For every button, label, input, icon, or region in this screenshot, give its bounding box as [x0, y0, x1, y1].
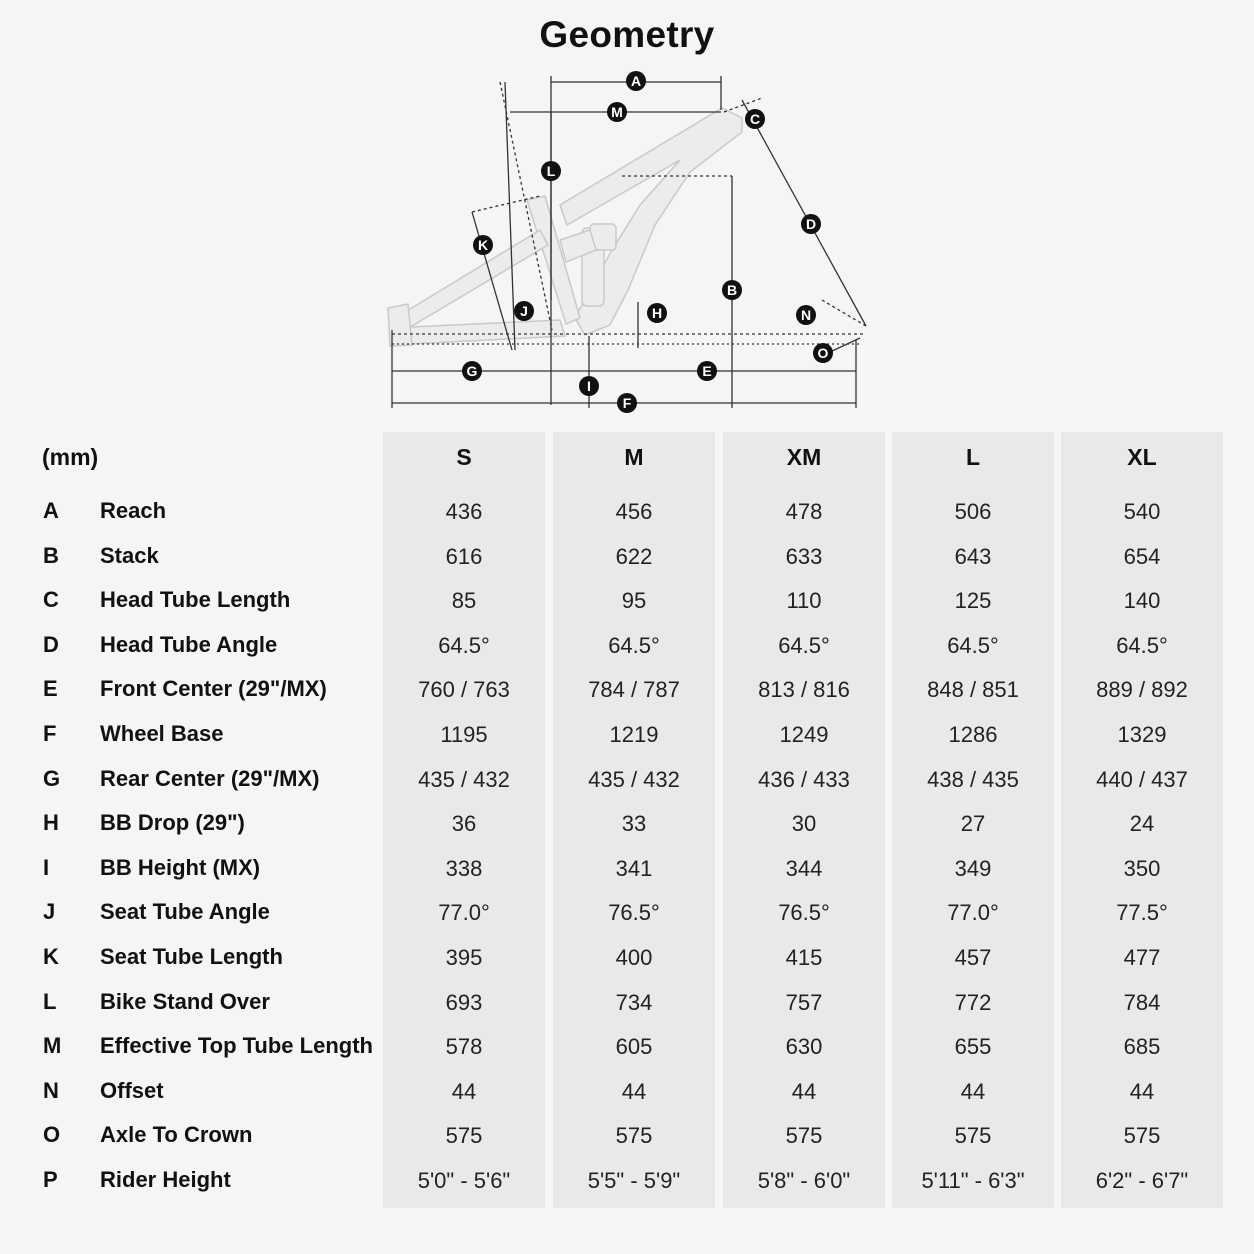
cell-l: 44 [960, 1078, 986, 1104]
row-label: Axle To Crown [100, 1122, 253, 1148]
marker-j-label: J [520, 303, 528, 319]
row-label: BB Height (MX) [100, 854, 261, 880]
cell-m: 456 [615, 499, 653, 524]
cell-xl: 477 [1123, 945, 1161, 970]
marker-l [541, 161, 561, 181]
marker-m [607, 102, 627, 122]
marker-c [745, 109, 765, 129]
cell-m: 435 / 432 [588, 766, 680, 792]
cell-xm: 1249 [779, 722, 829, 747]
cell-s: 435 / 432 [418, 766, 510, 792]
marker-h-label: H [651, 305, 663, 321]
cell-l: 457 [954, 945, 992, 970]
cell-xl: 654 [1123, 543, 1161, 569]
table-row [0, 579, 1254, 619]
cell-s: 64.5° [438, 632, 490, 658]
row-label: Head Tube Angle [100, 631, 278, 657]
cell-xm: 110 [786, 588, 822, 614]
cell-s: 575 [445, 1123, 483, 1149]
cell-xl: 24 [1129, 811, 1155, 837]
row-label: Front Center (29"/MX) [100, 676, 327, 702]
unit-label: (mm) [42, 444, 99, 470]
row-label: Offset [100, 1077, 164, 1103]
cell-xm: 44 [791, 1078, 817, 1104]
table-row [0, 668, 1254, 708]
table-row [0, 624, 1254, 664]
size-header-xm: XM [786, 444, 822, 470]
marker-n [796, 305, 816, 325]
table-row [0, 936, 1254, 976]
cell-xl: 350 [1123, 855, 1161, 881]
page-title: Geometry [539, 14, 715, 55]
cell-s: 436 [445, 499, 483, 524]
marker-k [473, 235, 493, 255]
row-letter: N [43, 1077, 59, 1103]
marker-g [462, 361, 482, 381]
marker-h [647, 303, 667, 323]
cell-s: 85 [451, 588, 477, 614]
cell-xm: 630 [785, 1034, 823, 1060]
row-letter: J [43, 899, 56, 925]
frame-geometry-diagram [0, 0, 1254, 425]
cell-s: 760 / 763 [418, 677, 510, 703]
cell-xl: 140 [1123, 588, 1161, 614]
cell-s: 36 [451, 811, 477, 837]
marker-b [722, 280, 742, 300]
cell-xl: 540 [1123, 499, 1161, 524]
cell-s: 77.0° [438, 900, 490, 926]
cell-l: 1286 [948, 722, 998, 747]
table-row [0, 490, 1254, 530]
cell-s: 616 [445, 543, 483, 569]
row-letter: A [43, 498, 59, 523]
row-letter: P [43, 1167, 58, 1192]
cell-l: 64.5° [947, 632, 999, 658]
cell-m: 400 [615, 945, 653, 970]
cell-m: 95 [621, 588, 647, 614]
row-label: Seat Tube Length [100, 944, 283, 969]
row-label: Rear Center (29"/MX) [100, 765, 320, 791]
size-header-m: M [624, 444, 644, 470]
row-letter: H [43, 810, 59, 836]
marker-i-label: I [587, 378, 591, 394]
cell-xl: 575 [1123, 1123, 1161, 1149]
cell-s: 693 [445, 989, 483, 1015]
cell-l: 77.0° [947, 900, 999, 926]
cell-l: 643 [954, 543, 992, 569]
cell-xl: 44 [1129, 1078, 1155, 1104]
cell-xl: 6'2" - 6'7" [1095, 1168, 1189, 1193]
row-label: Wheel Base [100, 721, 224, 746]
table-row [0, 1025, 1254, 1065]
table-row [0, 758, 1254, 798]
cell-s: 395 [445, 945, 483, 970]
marker-n-label: N [800, 307, 812, 323]
row-letter: C [43, 587, 59, 613]
marker-o-label: O [817, 345, 829, 361]
row-label: Rider Height [100, 1167, 231, 1192]
cell-m: 341 [615, 855, 653, 881]
marker-a-label: A [630, 73, 642, 89]
cell-xm: 633 [785, 543, 823, 569]
cell-xm: 76.5° [778, 900, 830, 926]
cell-xm: 64.5° [778, 632, 830, 658]
cell-m: 5'5" - 5'9" [587, 1168, 681, 1193]
table-row [0, 802, 1254, 842]
table-row [0, 1070, 1254, 1110]
row-letter: E [43, 676, 58, 702]
cell-xm: 415 [785, 945, 823, 970]
cell-m: 605 [615, 1034, 653, 1060]
row-label: Effective Top Tube Length [100, 1033, 373, 1059]
marker-l-label: L [546, 163, 556, 179]
marker-j [514, 301, 534, 321]
row-letter: G [43, 765, 61, 791]
size-header-l: L [965, 444, 981, 470]
row-label: Seat Tube Angle [100, 899, 270, 925]
row-label: Bike Stand Over [100, 988, 270, 1014]
cell-xl: 77.5° [1116, 900, 1168, 926]
cell-l: 848 / 851 [927, 677, 1019, 703]
cell-xl: 1329 [1117, 722, 1167, 747]
marker-k-label: K [477, 237, 489, 253]
marker-c-label: C [749, 111, 761, 127]
cell-xm: 757 [785, 989, 823, 1015]
bike-frame-illustration [388, 108, 742, 346]
row-letter: M [43, 1033, 62, 1059]
table-row [0, 891, 1254, 931]
table-row [0, 713, 1254, 753]
marker-o [813, 343, 833, 363]
row-label: Head Tube Length [100, 587, 291, 613]
marker-m-label: M [611, 104, 623, 120]
cell-xl: 889 / 892 [1096, 677, 1188, 703]
cell-xl: 784 [1123, 989, 1161, 1015]
cell-s: 338 [445, 855, 483, 881]
cell-xl: 64.5° [1116, 632, 1168, 658]
table-row [0, 847, 1254, 887]
row-letter: D [43, 631, 59, 657]
cell-l: 438 / 435 [927, 766, 1019, 792]
row-label: BB Drop (29") [100, 810, 245, 836]
cell-m: 76.5° [608, 900, 660, 926]
cell-xl: 685 [1123, 1034, 1161, 1060]
marker-g-label: G [466, 363, 478, 379]
cell-m: 622 [615, 543, 653, 569]
marker-f-label: F [622, 395, 632, 411]
marker-b-label: B [726, 282, 738, 298]
cell-s: 44 [451, 1078, 477, 1104]
cell-l: 575 [954, 1123, 992, 1149]
cell-xm: 344 [785, 855, 823, 881]
table-row [0, 535, 1254, 575]
cell-m: 734 [615, 989, 653, 1015]
row-letter: L [43, 988, 57, 1014]
marker-d-label: D [805, 216, 817, 232]
cell-xm: 478 [785, 499, 823, 524]
cell-m: 33 [621, 811, 647, 837]
size-header-xl: XL [1127, 444, 1157, 470]
cell-l: 349 [954, 855, 992, 881]
cell-s: 578 [445, 1034, 483, 1060]
cell-m: 1219 [609, 722, 659, 747]
row-label: Stack [100, 542, 159, 568]
marker-d [801, 214, 821, 234]
marker-e [697, 361, 717, 381]
size-header-s: S [456, 444, 472, 470]
marker-a [626, 71, 646, 91]
row-letter: I [43, 854, 50, 880]
marker-e-label: E [702, 363, 712, 379]
table-row [0, 1159, 1254, 1199]
cell-l: 27 [960, 811, 986, 837]
cell-l: 125 [954, 588, 992, 614]
row-letter: K [43, 944, 59, 969]
cell-xm: 813 / 816 [758, 677, 850, 703]
cell-m: 44 [621, 1078, 647, 1104]
cell-l: 5'11" - 6'3" [921, 1168, 1025, 1193]
cell-l: 772 [954, 989, 992, 1015]
row-letter: B [43, 542, 59, 568]
marker-f [617, 393, 637, 413]
cell-xm: 575 [785, 1123, 823, 1149]
table-row [0, 981, 1254, 1021]
table-row [0, 1114, 1254, 1154]
cell-l: 655 [954, 1034, 992, 1060]
cell-m: 784 / 787 [588, 677, 680, 703]
marker-i [579, 376, 599, 396]
cell-m: 575 [615, 1123, 653, 1149]
row-letter: F [43, 721, 57, 746]
row-label: Reach [100, 498, 167, 523]
cell-m: 64.5° [608, 632, 660, 658]
row-letter: O [43, 1122, 61, 1148]
cell-xm: 5'8" - 6'0" [757, 1168, 851, 1193]
cell-xm: 30 [791, 811, 817, 837]
cell-xm: 436 / 433 [758, 766, 850, 792]
cell-l: 506 [954, 499, 992, 524]
cell-xl: 440 / 437 [1096, 766, 1188, 792]
cell-s: 5'0" - 5'6" [417, 1168, 511, 1193]
cell-s: 1195 [440, 722, 488, 747]
